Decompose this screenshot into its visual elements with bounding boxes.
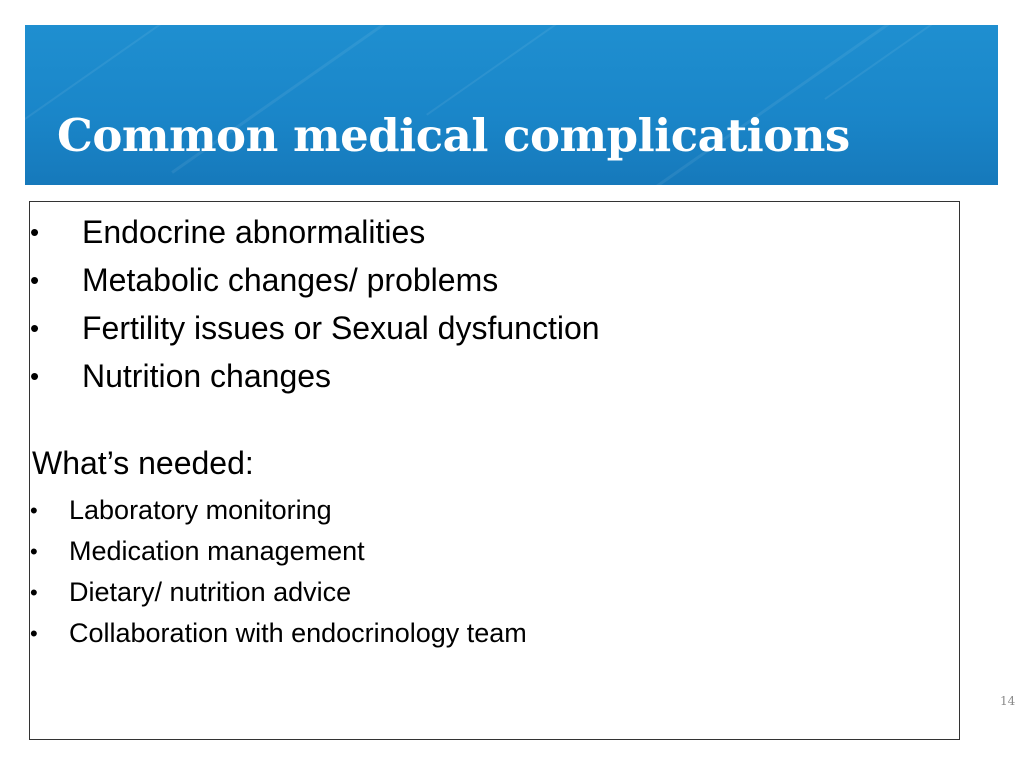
list-item [30,490,930,531]
list-item [30,352,930,400]
bullet-icon: • [30,580,38,605]
bullet-icon: • [30,621,38,646]
list-item [30,572,930,613]
list-item [30,256,930,304]
list-item-text: Laboratory monitoring [69,495,332,525]
list-item-text: Nutrition changes [82,358,332,394]
slide-title: Common medical complications [57,109,850,162]
list-item-text: Dietary/ nutrition advice [69,577,352,607]
complications-list [30,208,930,400]
list-item-text: Collaboration with endocrinology team [69,618,527,648]
content-box [29,201,960,740]
bullet-icon: • [30,265,40,295]
list-item-text: Fertility issues or Sexual dysfunction [82,310,600,346]
needed-heading: What’s needed: [32,445,254,481]
list-item-text: Medication management [69,536,365,566]
bullet-icon: • [30,217,40,247]
bullet-icon: • [30,498,38,523]
list-item-text: Metabolic changes/ problems [82,262,499,298]
list-item [30,208,930,256]
list-item [30,613,930,654]
list-item [30,531,930,572]
title-banner [25,25,998,185]
bullet-icon: • [30,539,38,564]
needed-list [30,490,930,654]
list-item [30,304,930,352]
bullet-icon: • [30,313,40,343]
bullet-icon: • [30,361,40,391]
page-number: 14 [1000,694,1016,708]
list-item-text: Endocrine abnormalities [82,214,426,250]
